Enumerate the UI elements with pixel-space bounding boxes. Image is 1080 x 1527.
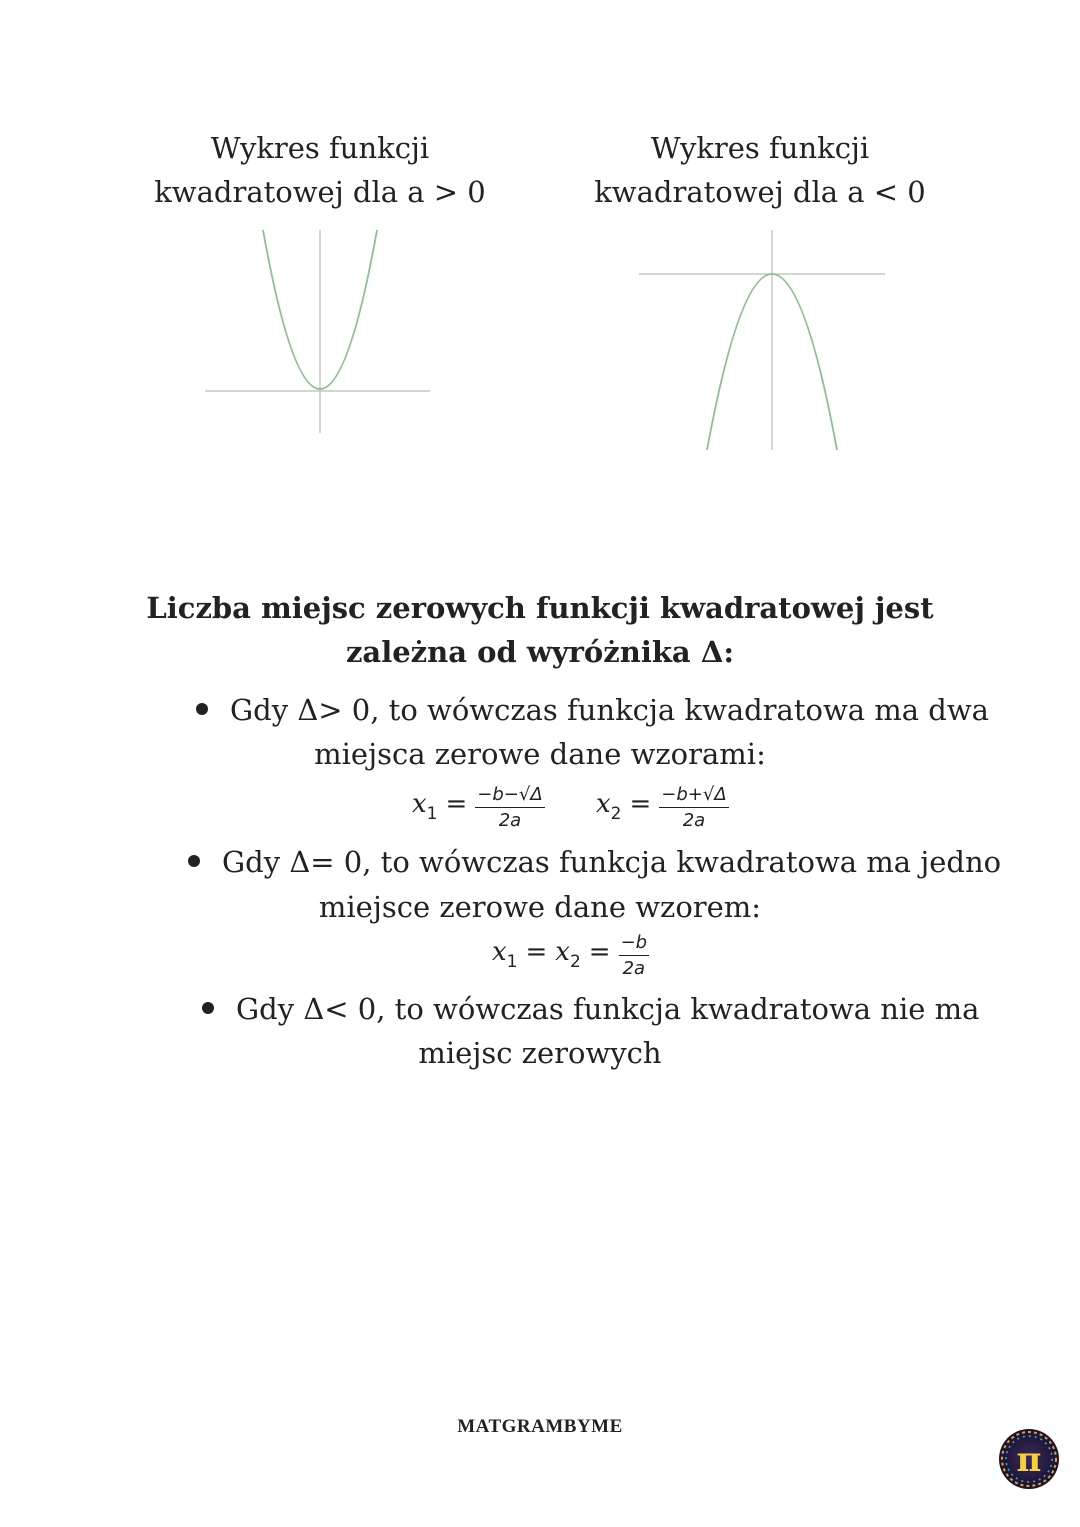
formula-mid-var: x: [555, 937, 570, 967]
case2-line2: miejsce zerowe dane wzorem:: [318, 890, 762, 924]
formula-x1-sub: 1: [426, 804, 438, 824]
case2-line1-text: Gdy Δ= 0, to wówczas funkcja kwadratowa ma jedno: [222, 845, 1002, 879]
case1-line1-text: Gdy Δ> 0, to wówczas funkcja kwadratowa ma dwa: [230, 693, 989, 727]
bullet-icon: [202, 1002, 214, 1014]
fraction-numerator: −b: [619, 932, 650, 956]
parabola-down-graph: [637, 228, 887, 453]
fraction-denominator: 2a: [498, 810, 522, 831]
formula-x2: [596, 784, 729, 831]
case3-line1-text: Gdy Δ< 0, to wówczas funkcja kwadratowa nie ma: [236, 992, 980, 1026]
case2-line1: [188, 840, 1001, 884]
parabola-up-graph: [205, 228, 435, 438]
right-caption-line1: Wykres funkcji: [650, 131, 870, 165]
formula-x2-sub: 2: [610, 804, 622, 824]
case3-line1: [202, 987, 979, 1031]
right-caption-line2: kwadratowej dla a < 0: [594, 175, 926, 209]
formula-double-root: [492, 932, 649, 979]
section-heading-line1: Liczba miejsc zerowych funkcji kwadratowej jest: [146, 591, 934, 625]
formula-x1: [412, 784, 545, 831]
fraction-numerator: −b+√Δ: [659, 784, 728, 808]
fraction: [475, 784, 544, 831]
equals-sign: =: [445, 789, 468, 819]
bullet-icon: [188, 855, 200, 867]
case1-line1: [196, 688, 989, 732]
formula-x2-var: x: [596, 789, 611, 819]
logo-symbol: π: [1016, 1440, 1042, 1480]
formula-mid-sub: 2: [569, 952, 581, 972]
pi-logo-icon: [998, 1428, 1060, 1490]
formula-x1-var: x: [412, 789, 427, 819]
left-caption-line1: Wykres funkcji: [210, 131, 430, 165]
equals-sign: =: [629, 789, 652, 819]
bullet-icon: [196, 703, 208, 715]
equals-sign: =: [525, 937, 548, 967]
fraction-denominator: 2a: [682, 810, 706, 831]
formula-lhs-sub: 1: [506, 952, 518, 972]
fraction: [619, 932, 650, 979]
right-graph-caption: [560, 126, 960, 214]
left-graph-caption: [120, 126, 520, 214]
fraction: [659, 784, 728, 831]
section-heading-line2: zależna od wyróżnika Δ:: [345, 635, 735, 669]
left-caption-line2: kwadratowej dla a > 0: [154, 175, 486, 209]
equals-sign: =: [588, 937, 611, 967]
case3-line2: miejsc zerowych: [418, 1036, 662, 1070]
formula-lhs-var: x: [492, 937, 507, 967]
footer-brand: MATGRAMBYME: [457, 1416, 623, 1437]
fraction-denominator: 2a: [622, 958, 646, 979]
fraction-numerator: −b−√Δ: [475, 784, 544, 808]
case1-line2: miejsca zerowe dane wzorami:: [314, 737, 766, 771]
